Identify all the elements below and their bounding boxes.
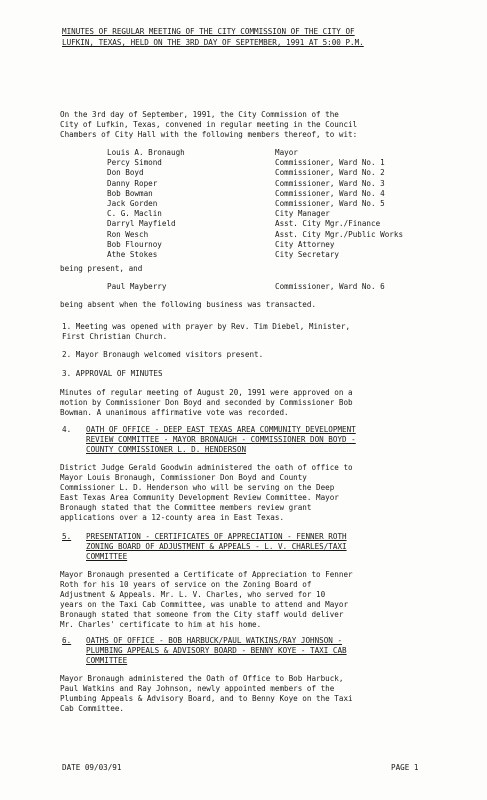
- item-5-heading-line: PRESENTATION - CERTIFICATES OF APPRECIATION - FENNER ROTH: [86, 532, 347, 541]
- member-name: Jack Gorden: [107, 198, 158, 208]
- item-5-body: [60, 570, 437, 630]
- item-5-line: Bronaugh stated that someone from the City staff would deliver: [60, 610, 344, 619]
- intro-line: Chambers of City Hall with the following members thereof, to wit:: [60, 130, 358, 139]
- item-4-body: [60, 463, 437, 523]
- member-row: [107, 168, 437, 178]
- item-5-line: Adjustment & Appeals. Mr. L. V. Charles, who served for 10: [60, 590, 326, 599]
- member-title: Commissioner, Ward No. 2: [275, 168, 385, 178]
- minutes-title: [62, 26, 434, 48]
- absent-member-title: Commissioner, Ward No. 6: [275, 282, 385, 291]
- item-4-heading-line: COUNTY COMMISSIONER L. D. HENDERSON: [86, 445, 247, 454]
- item-4-line: Bronaugh stated that the Committee members review grant: [60, 503, 312, 512]
- member-row: [107, 158, 437, 168]
- member-row: [107, 179, 437, 189]
- member-row: [107, 219, 437, 229]
- member-title: Commissioner, Ward No. 4: [275, 188, 385, 198]
- item-6-heading-line: PLUMBING APPEALS & ADVISORY BOARD - BENNY KOYE - TAXI CAB: [86, 646, 347, 655]
- member-title: City Attorney: [275, 239, 335, 249]
- member-title: Commissioner, Ward No. 1: [275, 158, 385, 168]
- item-4-line: District Judge Gerald Goodwin administered the oath of office to: [60, 463, 353, 472]
- item-5-heading-line: COMMITTEE: [86, 552, 128, 561]
- item-6-number: 6.: [62, 636, 72, 645]
- member-title: City Secretary: [275, 249, 340, 259]
- item-6-line: Paul Watkins and Ray Johnson, newly appointed members of the: [60, 684, 335, 693]
- item-6-body: [60, 674, 437, 714]
- member-name: Bob Flournoy: [107, 239, 162, 249]
- item-6-heading-line: OATHS OF OFFICE - BOB HARBUCK/PAUL WATKINS/RAY JOHNSON -: [86, 636, 343, 645]
- title-line-2: LUFKIN, TEXAS, HELD ON THE 3RD DAY OF SEPTEMBER, 1991 AT 5:00 P.M.: [62, 38, 364, 47]
- item-2-welcome: 2. Mayor Bronaugh welcomed visitors present.: [62, 350, 264, 359]
- item-6-heading-line: COMMITTEE: [86, 656, 128, 665]
- member-title: Asst. City Mgr./Public Works: [275, 229, 404, 239]
- footer-page-number: PAGE 1: [391, 763, 419, 772]
- member-name: Percy Simond: [107, 158, 162, 168]
- item-5-line: years on the Taxi Cab Committee, was unable to attend and Mayor: [60, 600, 349, 609]
- item-5-line: Mr. Charles' certificate to him at his home.: [60, 620, 262, 629]
- member-row: [107, 240, 437, 250]
- item-4-heading-line: REVIEW COMMITTEE - MAYOR BRONAUGH - COMMISSIONER DON BOYD -: [86, 435, 356, 444]
- title-line-1: MINUTES OF REGULAR MEETING OF THE CITY COMMISSION OF THE CITY OF: [62, 27, 355, 36]
- member-row: [107, 230, 437, 240]
- item-3-body: [60, 388, 437, 418]
- item-3-line: motion by Commissioner Don Boyd and seconded by Commissioner Bob: [60, 398, 353, 407]
- item-5-number: 5.: [62, 532, 72, 541]
- item-5-heading: [86, 532, 438, 562]
- item-4-line: Commissioner L. D. Henderson who will be serving on the Deep: [60, 483, 335, 492]
- item-1-line: 1. Meeting was opened with prayer by Rev. Tim Diebel, Minister,: [62, 322, 351, 331]
- member-name: Don Boyd: [107, 168, 144, 178]
- absent-member-name: Paul Mayberry: [107, 282, 167, 291]
- member-name: Bob Bowman: [107, 188, 153, 198]
- member-title: City Manager: [275, 209, 330, 219]
- item-4-heading-line: OATH OF OFFICE - DEEP EAST TEXAS AREA COMMUNITY DEVELOPMENT: [86, 425, 356, 434]
- intro-paragraph: [60, 110, 437, 140]
- item-4-heading: [86, 425, 438, 455]
- item-3-line: Minutes of regular meeting of August 20, 1991 were approved on a: [60, 388, 353, 397]
- item-3-line: Bowman. A unanimous affirmative vote was recorded.: [60, 408, 289, 417]
- item-5-line: Mayor Bronaugh presented a Certificate of Appreciation to Fenner: [60, 570, 353, 579]
- item-1-prayer: [62, 322, 439, 342]
- members-present-list: [107, 148, 437, 260]
- item-6-line: Plumbing Appeals & Advisory Board, and to Benny Koye on the Taxi: [60, 694, 353, 703]
- member-row: [107, 209, 437, 219]
- item-6-line: Cab Committee.: [60, 704, 125, 713]
- member-title: Asst. City Mgr./Finance: [275, 219, 381, 229]
- item-4-line: East Texas Area Community Development Review Committee. Mayor: [60, 493, 339, 502]
- member-name: C. G. Maclin: [107, 209, 162, 219]
- member-row: [107, 199, 437, 209]
- member-row: [107, 250, 437, 260]
- intro-line: City of Lufkin, Texas, convened in regular meeting in the Council: [60, 120, 358, 129]
- member-row: [107, 189, 437, 199]
- item-4-line: applications over a 12-county area in East Texas.: [60, 513, 285, 522]
- item-5-line: Roth for his 10 years of service on the Zoning Board of: [60, 580, 312, 589]
- being-absent-text: being absent when the following business was transacted.: [60, 300, 317, 309]
- member-title: Commissioner, Ward No. 5: [275, 198, 385, 208]
- member-row: [107, 148, 437, 158]
- item-5-heading-line: ZONING BOARD OF ADJUSTMENT & APPEALS - L. V. CHARLES/TAXI: [86, 542, 347, 551]
- item-6-line: Mayor Bronaugh administered the Oath of Office to Bob Harbuck,: [60, 674, 344, 683]
- being-present-text: being present, and: [60, 264, 143, 273]
- member-name: Athe Stokes: [107, 249, 158, 259]
- member-name: Danny Roper: [107, 178, 158, 188]
- member-name: Darryl Mayfield: [107, 219, 176, 229]
- item-6-heading: [86, 636, 438, 666]
- member-name: Ron Wesch: [107, 229, 149, 239]
- item-1-line: First Christian Church.: [62, 332, 168, 341]
- intro-line: On the 3rd day of September, 1991, the City Commission of the: [60, 110, 339, 119]
- item-4-number: 4.: [62, 425, 72, 434]
- item-3-heading: 3. APPROVAL OF MINUTES: [62, 369, 163, 378]
- item-4-line: Mayor Louis Bronaugh, Commissioner Don Boyd and County: [60, 473, 307, 482]
- member-title: Commissioner, Ward No. 3: [275, 178, 385, 188]
- member-title: Mayor: [275, 148, 298, 157]
- absent-member-row: [107, 282, 437, 292]
- footer-date: DATE 09/03/91: [62, 763, 122, 772]
- member-name: Louis A. Bronaugh: [107, 148, 185, 157]
